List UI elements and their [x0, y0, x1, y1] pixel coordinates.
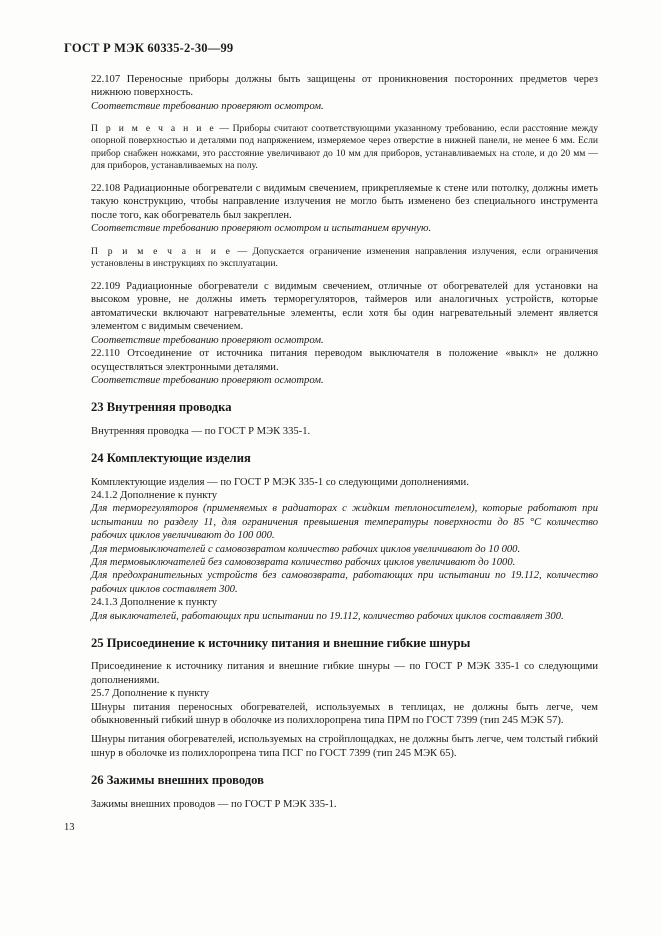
clause-24-1-2-text: Для терморегуляторов (применяемых в радиаторах с жидким теплоносителем), которые работают при испытании по разделу 11, для ограничения превышения температуры поверхности до 85 °С количество рабочих циклов увеличивают до 100 000. [91, 503, 598, 542]
note-text: — Приборы считают соответствующими указанному требованию, если расстояние между опорной поверхностью и деталями под напряжением, измеряемое через отверстие в нижней панели, не менее 6 мм. Если прибор снабжен ножками, это расстояние увеличивают до 10 мм для приборов, устанавливаемых на столе, и до 20 мм — для приборов, устанавливаемых на полу. [91, 123, 598, 171]
section-24-intro: Комплектующие изделия — по ГОСТ Р МЭК 335-1 со следующими дополнениями. [91, 476, 469, 488]
compliance-note: Соответствие требованию проверяют осмотром. [91, 100, 324, 112]
page-number: 13 [64, 822, 75, 833]
clause-24-1-2-text: Для предохранительных устройств без самовозврата, работающих при испытании по 19.112, количество рабочих циклов составляет 300. [91, 570, 598, 595]
section-23-text: Внутренняя проводка — по ГОСТ Р МЭК 335-1. [91, 425, 311, 437]
note-label: П р и м е ч а н и е [91, 245, 233, 257]
clause-25-7-text: Шнуры питания обогревателей, используемых на стройплощадках, не должны быть легче, чем толстый гибкий шнур в оболочке из полихлоропрена типа ПСГ по ГОСТ 7399 (тип 245 МЭК 65). [91, 734, 598, 759]
section-heading-23: 23 Внутренняя проводка [91, 400, 232, 415]
note-2 [91, 246, 598, 270]
clause-25-7-text: Шнуры питания переносных обогревателей, используемых в теплицах, не должны быть легче, чем обыкновенный гибкий шнур в оболочке из полихлоропрена типа ПРМ по ГОСТ 7399 (тип 245 МЭК 57). [91, 701, 598, 727]
compliance-note: Соответствие требованию проверяют осмотром. [91, 334, 324, 346]
note-label: П р и м е ч а н и е [91, 123, 216, 135]
section-26-text: Зажимы внешних проводов — по ГОСТ Р МЭК 335-1. [91, 798, 337, 810]
clause-22-109: 22.109 Радиационные обогреватели с видимым свечением, отличные от обогревателей для установки на высоком уровне, не должны иметь терморегуляторов, таймеров или аналогичных устройств, которые автоматически включают нагревательные элементы, если хотя бы один нагревательный элемент является элементом с видимым свечением. [91, 281, 598, 333]
section-heading-25: 25 Присоединение к источнику питания и внешние гибкие шнуры [91, 636, 471, 650]
clause-24-1-2-text: Для термовыключателей с самовозвратом количество рабочих циклов увеличивают до 10 000. [91, 543, 521, 555]
note-text: — Допускается ограничение изменения направления излучения, если ограничения установлены в инструкциях по эксплуатации. [91, 245, 598, 269]
section-heading-26: 26 Зажимы внешних проводов [91, 773, 264, 788]
clause-22-110: 22.110 Отсоединение от источника питания переводом выключателя в положение «выкл» не должно осуществляться электронными деталями. [91, 348, 598, 373]
clause-22-107: 22.107 Переносные приборы должны быть защищены от проникновения посторонних предметов через нижнюю поверхность. [91, 74, 598, 99]
section-heading-24: 24 Комплектующие изделия [91, 451, 251, 466]
section-25-intro: Присоединение к источнику питания и внешние гибкие шнуры — по ГОСТ Р МЭК 335-1 со следующими дополнениями. [91, 661, 598, 686]
clause-25-7: 25.7 Дополнение к пункту [91, 688, 210, 700]
compliance-note: Соответствие требованию проверяют осмотром. [91, 374, 324, 386]
document-header: ГОСТ Р МЭК 60335-2-30—99 [64, 41, 234, 55]
clause-24-1-3: 24.1.3 Дополнение к пункту [91, 597, 218, 609]
note-1 [91, 123, 598, 172]
clause-24-1-2-text: Для термовыключателей без самовозврата количество рабочих циклов увеличивают до 1000. [91, 556, 516, 568]
clause-24-1-3-text: Для выключателей, работающих при испытании по 19.112, количество рабочих циклов составляет 300. [91, 610, 564, 622]
document-body [91, 73, 598, 811]
compliance-note: Соответствие требованию проверяют осмотром и испытанием вручную. [91, 223, 432, 235]
clause-22-108: 22.108 Радиационные обогреватели с видимым свечением, прикрепляемые к стене или потолку, должны иметь такую конструкцию, чтобы направление излучения не могло быть изменено без специального инструмента после того, как обогреватель был закреплен. [91, 183, 598, 221]
clause-24-1-2: 24.1.2 Дополнение к пункту [91, 489, 218, 501]
